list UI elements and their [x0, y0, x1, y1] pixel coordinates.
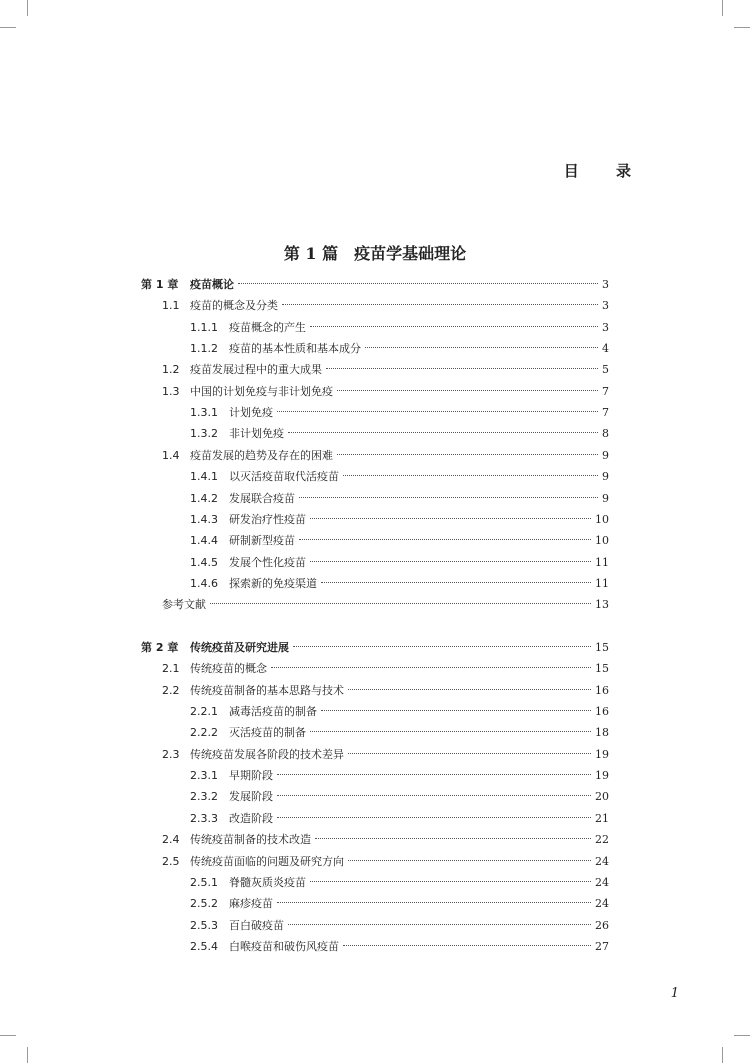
toc-entry-title: 研发治疗性疫苗	[229, 512, 306, 526]
toc-entry-page: 3	[602, 320, 609, 334]
toc-entry-number: 2.5.2	[190, 897, 218, 911]
toc-entry[interactable]	[0, 829, 750, 850]
toc-entry[interactable]	[0, 701, 750, 722]
crop-mark-top-left	[27, 0, 28, 16]
toc-entry[interactable]	[0, 381, 750, 402]
toc-entry-number: 1.3	[162, 384, 180, 398]
toc-entry[interactable]	[0, 744, 750, 765]
toc-entry-number: 1.4.4	[190, 534, 218, 548]
toc-entry-number: 1.3.2	[190, 427, 218, 441]
toc-entry[interactable]	[0, 509, 750, 530]
toc-entry-page: 24	[595, 875, 609, 889]
toc-entry-number: 2.3	[162, 747, 180, 761]
toc-dot-leader	[293, 646, 591, 647]
toc-entry-number: 2.2.1	[190, 705, 218, 719]
toc-entry[interactable]	[0, 936, 750, 957]
toc-dot-leader	[271, 667, 591, 668]
toc-dot-leader	[210, 603, 591, 604]
toc-entry-page: 19	[595, 747, 609, 761]
toc-entry-title: 传统疫苗面临的问题及研究方向	[190, 854, 344, 868]
toc-entry-title: 传统疫苗发展各阶段的技术差异	[190, 747, 344, 761]
toc-entry-title: 麻疹疫苗	[229, 897, 273, 911]
toc-entry-number: 1.1.2	[190, 342, 218, 356]
crop-mark-top-right	[722, 0, 723, 16]
toc-entry-title: 传统疫苗制备的基本思路与技术	[190, 683, 344, 697]
toc-entry-number: 2.2.2	[190, 726, 218, 740]
toc-dot-leader	[310, 731, 591, 732]
toc-entry-number: 2.3.1	[190, 769, 218, 783]
crop-mark-bottom-right	[722, 1047, 723, 1063]
toc-entry[interactable]	[0, 359, 750, 380]
toc-entry-page: 5	[602, 363, 609, 377]
toc-entry-page: 7	[602, 384, 609, 398]
toc-dot-leader	[277, 902, 591, 903]
toc-entry[interactable]	[0, 552, 750, 573]
toc-entry-number: 1.4	[162, 448, 180, 462]
toc-entry-page: 18	[595, 726, 609, 740]
toc-entry-title: 疫苗发展过程中的重大成果	[190, 363, 322, 377]
toc-entry[interactable]	[0, 851, 750, 872]
crop-mark-bottom-right-h	[734, 1035, 750, 1036]
toc-entry-number: 2.5.1	[190, 875, 218, 889]
toc-entry-title: 疫苗的概念及分类	[190, 299, 278, 313]
toc-entry-page: 11	[595, 576, 609, 590]
toc-dot-leader	[238, 283, 598, 284]
toc-entry-title: 以灭活疫苗取代活疫苗	[229, 470, 339, 484]
toc-dot-leader	[343, 475, 598, 476]
toc-entry-title: 发展个性化疫苗	[229, 555, 306, 569]
toc-dot-leader	[337, 390, 598, 391]
toc-entry-number: 1.4.6	[190, 576, 218, 590]
toc-list	[0, 274, 750, 964]
toc-entry-title: 百白破疫苗	[229, 918, 284, 932]
toc-entry-number: 1.4.2	[190, 491, 218, 505]
toc-entry-title: 早期阶段	[229, 769, 273, 783]
toc-entry-title: 脊髓灰质炎疫苗	[229, 875, 306, 889]
toc-dot-leader	[277, 817, 591, 818]
toc-dot-leader	[299, 497, 598, 498]
toc-entry-number: 1.3.1	[190, 406, 218, 420]
toc-entry-number: 2.4	[162, 833, 180, 847]
toc-dot-leader	[321, 582, 591, 583]
toc-entry-number: 1.4.3	[190, 512, 218, 526]
toc-dot-leader	[326, 368, 598, 369]
toc-entry-number: 1.4.1	[190, 470, 218, 484]
crop-mark-bottom-left-h	[0, 1035, 16, 1036]
toc-dot-leader	[321, 710, 591, 711]
toc-entry-page: 4	[602, 342, 609, 356]
toc-entry[interactable]	[0, 274, 750, 295]
toc-entry-page: 16	[595, 683, 609, 697]
toc-entry-page: 27	[595, 939, 609, 953]
toc-entry-title: 研制新型疫苗	[229, 534, 295, 548]
toc-entry-title: 传统疫苗制备的技术改造	[190, 833, 311, 847]
toc-dot-leader	[299, 539, 591, 540]
toc-entry[interactable]	[0, 808, 750, 829]
toc-entry-number: 2.1	[162, 662, 180, 676]
toc-entry-number: 2.5.4	[190, 939, 218, 953]
toc-entry-title: 传统疫苗的概念	[190, 662, 267, 676]
crop-mark-bottom-left	[27, 1047, 28, 1063]
toc-entry-page: 10	[595, 534, 609, 548]
toc-entry-title: 改造阶段	[229, 811, 273, 825]
toc-entry[interactable]	[0, 338, 750, 359]
toc-entry-page: 20	[595, 790, 609, 804]
toc-entry-title: 减毒活疫苗的制备	[229, 705, 317, 719]
toc-dot-leader	[277, 774, 591, 775]
toc-entry-page: 13	[595, 598, 609, 612]
toc-entry-page: 26	[595, 918, 609, 932]
toc-entry-page: 10	[595, 512, 609, 526]
toc-dot-leader	[337, 454, 598, 455]
toc-entry-title: 传统疫苗及研究进展	[190, 641, 289, 654]
toc-entry-title: 疫苗的基本性质和基本成分	[229, 342, 361, 356]
toc-entry-title: 白喉疫苗和破伤风疫苗	[229, 939, 339, 953]
toc-entry-page: 7	[602, 406, 609, 420]
toc-entry-number: 2.3.2	[190, 790, 218, 804]
toc-entry-number: 2.5	[162, 854, 180, 868]
toc-entry-number: 2.3.3	[190, 811, 218, 825]
toc-entry[interactable]	[0, 680, 750, 701]
toc-entry-page: 9	[602, 448, 609, 462]
toc-dot-leader	[315, 838, 591, 839]
toc-entry[interactable]	[0, 594, 750, 615]
toc-entry[interactable]	[0, 765, 750, 786]
toc-dot-leader	[310, 518, 591, 519]
toc-heading: 目 录	[563, 162, 647, 180]
toc-entry[interactable]	[0, 658, 750, 679]
toc-entry[interactable]	[0, 722, 750, 743]
toc-entry-page: 15	[595, 662, 609, 676]
toc-entry-title: 疫苗概念的产生	[229, 320, 306, 334]
toc-entry-page: 3	[602, 278, 609, 291]
toc-entry-page: 8	[602, 427, 609, 441]
toc-entry-title: 灭活疫苗的制备	[229, 726, 306, 740]
toc-entry-page: 22	[595, 833, 609, 847]
toc-entry[interactable]	[0, 530, 750, 551]
toc-entry-title: 中国的计划免疫与非计划免疫	[190, 384, 333, 398]
toc-dot-leader	[277, 795, 591, 796]
toc-dot-leader	[343, 945, 591, 946]
toc-dot-leader	[348, 860, 591, 861]
toc-entry-title: 计划免疫	[229, 406, 273, 420]
toc-entry-page: 19	[595, 769, 609, 783]
toc-entry[interactable]	[0, 488, 750, 509]
toc-entry-number: 2.2	[162, 683, 180, 697]
toc-entry-number: 2.5.3	[190, 918, 218, 932]
toc-entry[interactable]	[0, 466, 750, 487]
toc-entry[interactable]	[0, 423, 750, 444]
toc-dot-leader	[282, 304, 598, 305]
toc-entry[interactable]	[0, 295, 750, 316]
toc-dot-leader	[277, 411, 598, 412]
toc-entry[interactable]	[0, 573, 750, 594]
toc-dot-leader	[310, 326, 598, 327]
toc-entry-page: 21	[595, 811, 609, 825]
toc-entry[interactable]	[0, 893, 750, 914]
crop-mark-top-left-h	[0, 27, 16, 28]
toc-entry[interactable]	[0, 637, 750, 658]
toc-entry-page: 11	[595, 555, 609, 569]
toc-dot-leader	[310, 561, 591, 562]
toc-entry-title: 疫苗概论	[190, 278, 234, 291]
toc-entry-page: 16	[595, 705, 609, 719]
toc-entry-number: 1.1.1	[190, 320, 218, 334]
crop-mark-top-right-h	[734, 27, 750, 28]
toc-dot-leader	[365, 347, 598, 348]
toc-entry-page: 24	[595, 854, 609, 868]
toc-dot-leader	[348, 689, 591, 690]
toc-entry[interactable]	[0, 317, 750, 338]
toc-entry-number: 第 1 章	[141, 278, 179, 291]
toc-dot-leader	[288, 924, 591, 925]
toc-entry[interactable]	[0, 445, 750, 466]
toc-entry-title: 参考文献	[162, 598, 206, 612]
part-title: 第 1 篇 疫苗学基础理论	[283, 244, 467, 263]
toc-entry-page: 15	[595, 641, 609, 654]
toc-entry-page: 3	[602, 299, 609, 313]
toc-dot-leader	[310, 881, 591, 882]
toc-entry-number: 1.4.5	[190, 555, 218, 569]
toc-dot-leader	[288, 432, 598, 433]
toc-entry[interactable]	[0, 786, 750, 807]
toc-entry-number: 第 2 章	[141, 641, 179, 654]
toc-entry[interactable]	[0, 915, 750, 936]
toc-entry[interactable]	[0, 872, 750, 893]
toc-entry-page: 9	[602, 491, 609, 505]
toc-entry-number: 1.2	[162, 363, 180, 377]
toc-entry-page: 9	[602, 470, 609, 484]
toc-entry-title: 探索新的免疫渠道	[229, 576, 317, 590]
toc-entry-title: 发展阶段	[229, 790, 273, 804]
toc-entry-title: 非计划免疫	[229, 427, 284, 441]
toc-entry-title: 发展联合疫苗	[229, 491, 295, 505]
toc-entry-page: 24	[595, 897, 609, 911]
toc-entry-title: 疫苗发展的趋势及存在的困难	[190, 448, 333, 462]
toc-dot-leader	[348, 753, 591, 754]
toc-entry-number: 1.1	[162, 299, 180, 313]
toc-entry[interactable]	[0, 402, 750, 423]
page-number: 1	[670, 986, 679, 1001]
